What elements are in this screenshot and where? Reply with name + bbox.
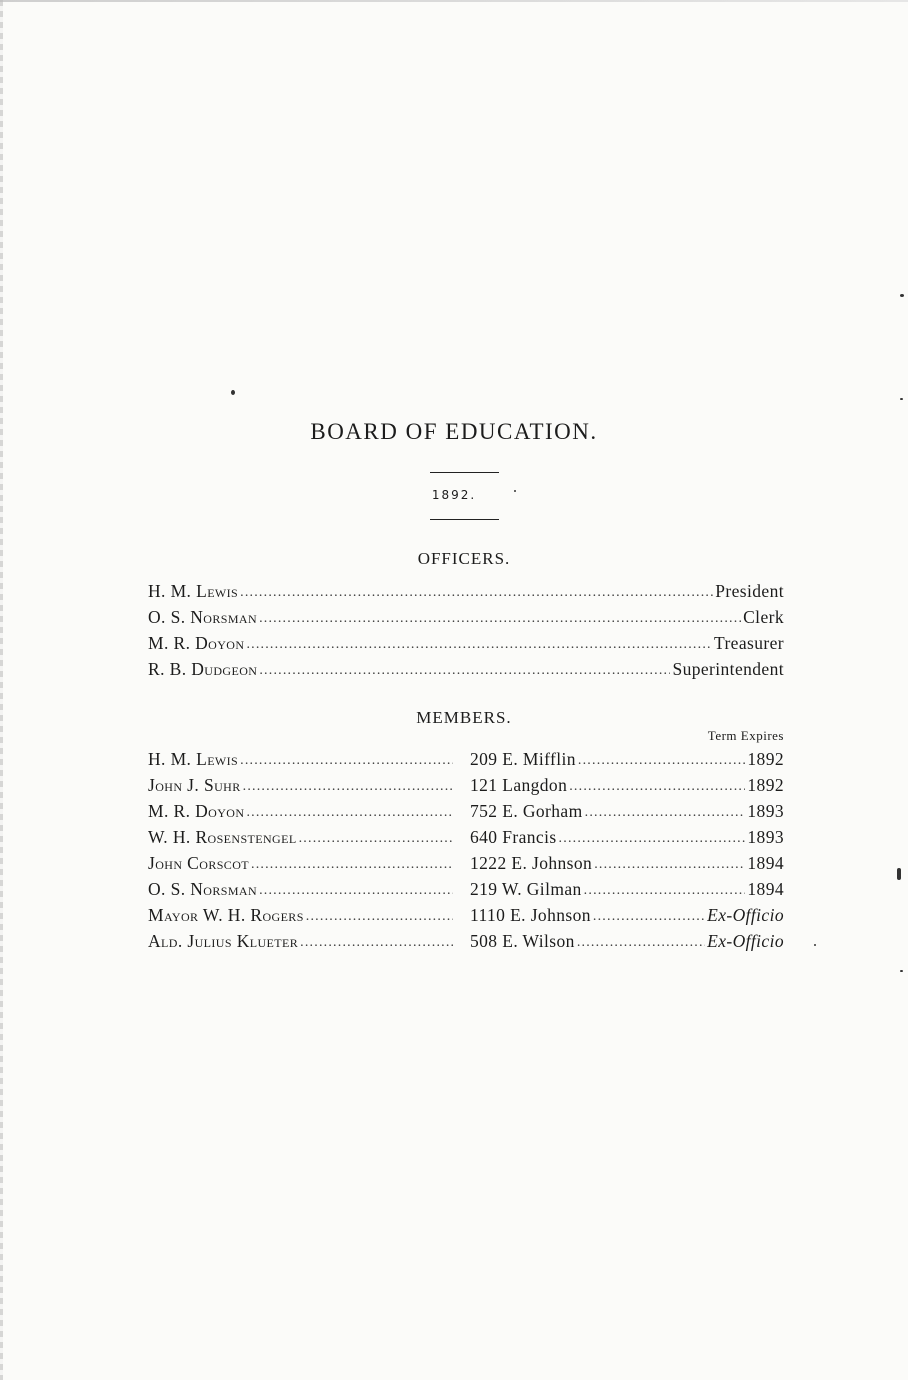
ink-speck xyxy=(814,944,816,946)
officer-row xyxy=(148,633,784,655)
member-name-cell xyxy=(148,827,455,849)
member-address-cell xyxy=(470,853,784,875)
member-term: Ex-Officio xyxy=(707,905,784,925)
officer-role: Treasurer xyxy=(713,633,784,653)
member-address-cell xyxy=(470,931,784,953)
ink-speck xyxy=(900,398,903,400)
member-address-cell xyxy=(470,801,784,823)
dot-leader xyxy=(569,774,745,795)
divider-top xyxy=(430,472,499,473)
ink-speck xyxy=(231,390,235,395)
dot-leader xyxy=(240,748,453,769)
member-name-cell xyxy=(148,749,455,771)
dot-leader xyxy=(577,930,705,951)
dot-leader xyxy=(306,904,453,925)
member-name-cell xyxy=(148,931,455,953)
divider-bottom xyxy=(430,519,499,520)
ink-speck xyxy=(900,294,904,297)
member-term: 1894 xyxy=(747,879,784,899)
member-term: 1893 xyxy=(747,827,784,847)
member-address: 508 E. Wilson xyxy=(470,931,575,951)
member-term: 1894 xyxy=(747,853,784,873)
member-term: 1892 xyxy=(747,775,784,795)
member-address: 219 W. Gilman xyxy=(470,879,582,899)
page-edge-top xyxy=(0,0,908,2)
year-label: 1892. xyxy=(431,488,477,502)
officer-name: R. B. Dudgeon xyxy=(148,659,258,679)
dot-leader xyxy=(259,878,453,899)
member-term: 1892 xyxy=(747,749,784,769)
member-name: Mayor W. H. Rogers xyxy=(148,905,304,925)
dot-leader xyxy=(246,800,453,821)
member-address: 209 E. Mifflin xyxy=(470,749,576,769)
member-name: John J. Suhr xyxy=(148,775,241,795)
dot-leader xyxy=(584,878,746,899)
member-name-cell xyxy=(148,801,455,823)
dot-leader xyxy=(593,904,705,925)
ink-speck xyxy=(900,970,903,972)
member-term: Ex-Officio xyxy=(707,931,784,951)
member-address-cell xyxy=(470,827,784,849)
dot-leader xyxy=(299,826,453,847)
member-address-cell xyxy=(470,775,784,797)
dot-leader xyxy=(259,658,670,679)
member-address: 121 Langdon xyxy=(470,775,568,795)
member-address-cell xyxy=(470,749,784,771)
dot-leader xyxy=(578,748,745,769)
officer-role: Clerk xyxy=(743,607,784,627)
officer-name: M. R. Doyon xyxy=(148,633,245,653)
member-name-cell xyxy=(148,905,455,927)
member-name-cell xyxy=(148,775,455,797)
dot-leader xyxy=(251,852,453,873)
ink-speck xyxy=(897,868,901,880)
officer-name: H. M. Lewis xyxy=(148,581,239,601)
member-name-cell xyxy=(148,879,455,901)
member-name-cell xyxy=(148,853,455,875)
member-address: 1222 E. Johnson xyxy=(470,853,593,873)
member-term: 1893 xyxy=(747,801,784,821)
dot-leader xyxy=(243,774,453,795)
member-address: 1110 E. Johnson xyxy=(470,905,591,925)
member-address-cell xyxy=(470,905,784,927)
officer-name: O. S. Norsman xyxy=(148,607,258,627)
dot-leader xyxy=(240,580,713,601)
term-expires-header: Term Expires xyxy=(707,728,784,743)
officer-row xyxy=(148,581,784,603)
officers-heading: OFFICERS. xyxy=(417,549,511,568)
dot-leader xyxy=(559,826,746,847)
member-name: John Corscot xyxy=(148,853,249,873)
members-heading: MEMBERS. xyxy=(416,708,512,727)
officer-row xyxy=(148,659,784,681)
page-title: BOARD OF EDUCATION. xyxy=(310,419,598,444)
dot-leader xyxy=(300,930,453,951)
dot-leader xyxy=(594,852,745,873)
dot-leader xyxy=(585,800,746,821)
officer-role: President xyxy=(715,581,784,601)
dot-leader xyxy=(246,632,712,653)
ink-speck xyxy=(514,490,516,492)
member-name: M. R. Doyon xyxy=(148,801,245,821)
officer-role: Superintendent xyxy=(672,659,784,679)
officer-row xyxy=(148,607,784,629)
dot-leader xyxy=(259,606,741,627)
member-address: 640 Francis xyxy=(470,827,557,847)
member-address-cell xyxy=(470,879,784,901)
page-edge-left xyxy=(0,0,3,1380)
member-name: Ald. Julius Klueter xyxy=(148,931,299,951)
member-name: O. S. Norsman xyxy=(148,879,258,899)
member-address: 752 E. Gorham xyxy=(470,801,583,821)
member-name: H. M. Lewis xyxy=(148,749,239,769)
member-name: W. H. Rosenstengel xyxy=(148,827,297,847)
